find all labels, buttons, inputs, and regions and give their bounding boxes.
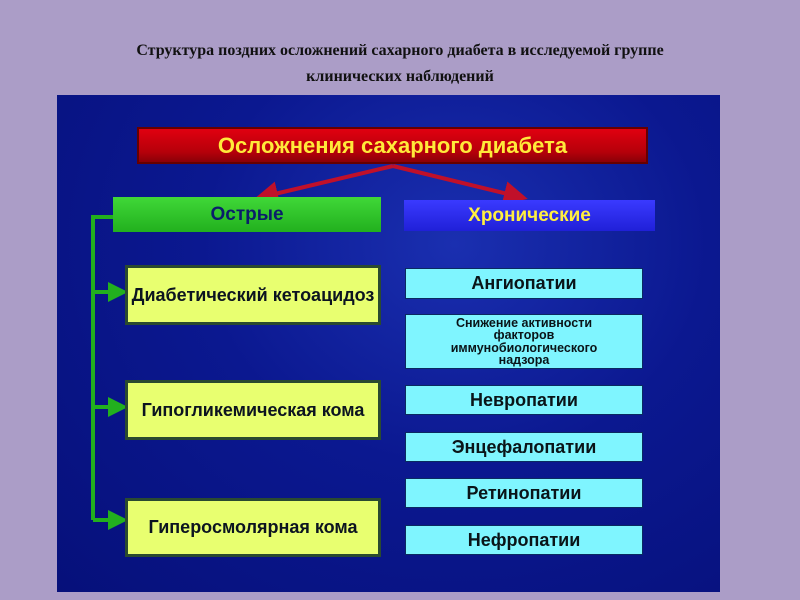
acute-item: Диабетический кетоацидоз (125, 265, 381, 325)
chronic-item: Нефропатии (405, 525, 643, 555)
acute-bracket-line (93, 217, 113, 520)
chronic-item: Снижение активности факторов иммунобиологического надзора (405, 314, 643, 369)
chronic-item: Энцефалопатии (405, 432, 643, 462)
root-node: Осложнения сахарного диабета (137, 127, 648, 164)
acute-item: Гипогликемическая кома (125, 380, 381, 440)
chronic-header: Хронические (404, 200, 655, 231)
chronic-item: Ретинопатии (405, 478, 643, 508)
chronic-item: Невропатии (405, 385, 643, 415)
slide-title-line1: Структура поздних осложнений сахарного диабета в исследуемой группе (136, 42, 664, 59)
acute-header: Острые (113, 197, 381, 232)
arrow-to-chronic (393, 166, 520, 197)
chronic-item: Ангиопатии (405, 268, 643, 299)
slide-title-line2: клинических наблюдений (306, 68, 494, 85)
acute-item: Гиперосмолярная кома (125, 498, 381, 557)
arrow-to-acute (262, 166, 393, 197)
